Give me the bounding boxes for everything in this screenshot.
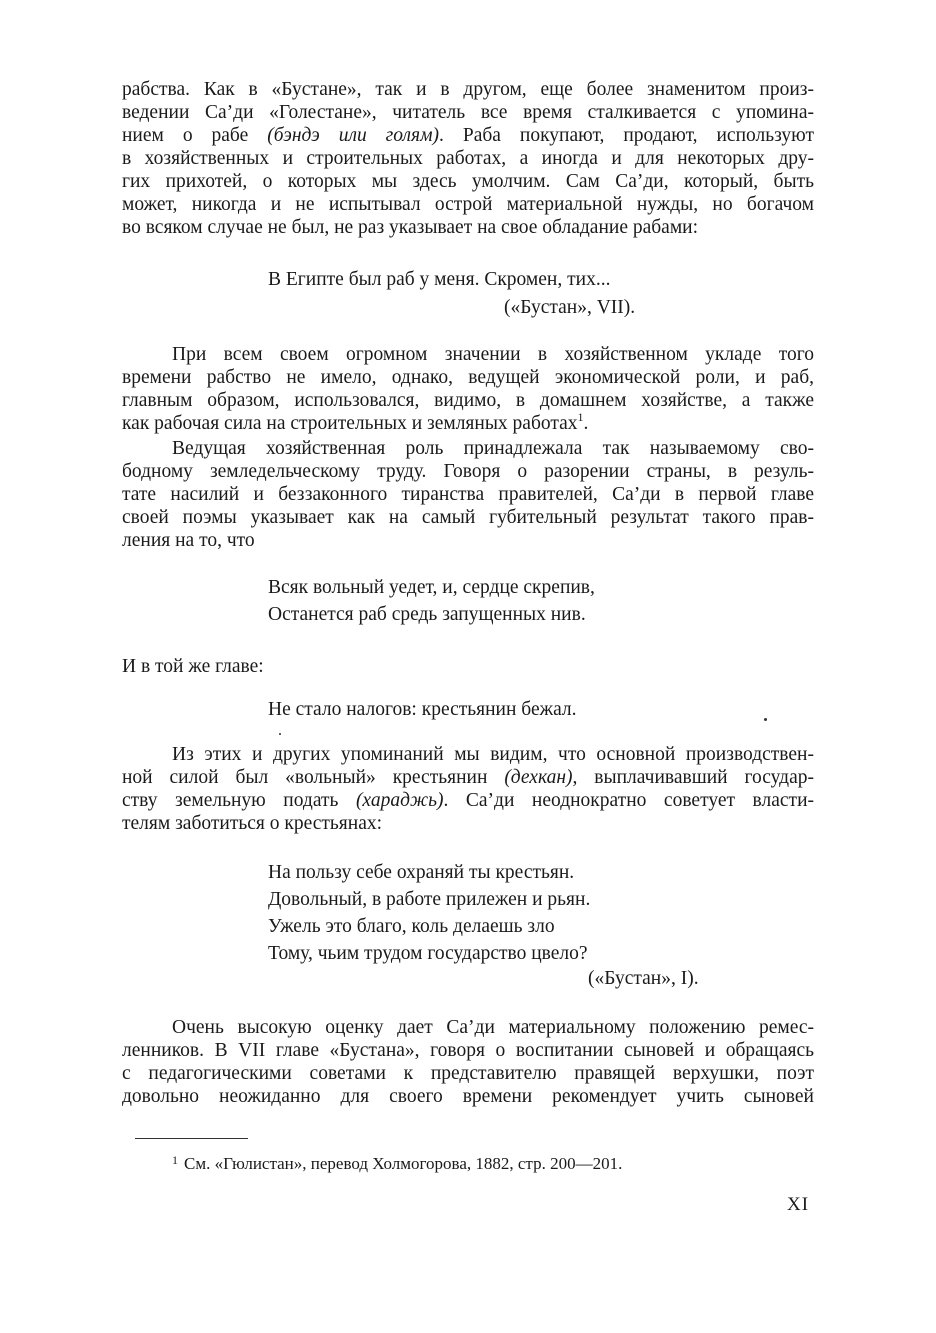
verse-line: Не стало налогов: крестьянин бежал. [268,699,577,720]
text-line: рабства. Как в «Бустане», так и в другом, еще более знаменитом произ- [122,79,814,100]
text-line: телям заботиться о крестьянах: [122,813,383,834]
text-line: ведении Са’ди «Голестане», читатель все время сталкивается с упомина- [122,102,814,123]
text-line: Из этих и других упоминаний мы видим, что основной производствен- [172,744,814,765]
text-line: довольно неожиданно для своего времени рекомендует учить сыновей [122,1086,814,1107]
verse-line: На пользу себе охраняй ты крестьян. [268,862,575,883]
text-line: гих прихотей, о которых мы здесь умолчим. Сам Са’ди, который, быть [122,171,814,192]
paragraph-artisans [122,1016,814,1108]
text-line: времени рабство не имело, однако, ведущей экономической роли, и раб, [122,367,814,388]
text-line: Очень высокую оценку дает Са’ди материальному положению ремес- [172,1017,814,1038]
verse-line: Ужель это благо, коль делаешь зло [268,916,555,937]
text-line: в хозяйственных и строительных работах, а иногда и для некоторых дру- [122,148,814,169]
footnote-number: 1 [172,1153,178,1167]
paragraph-slavery-intro [122,78,814,239]
text-line: как рабочая сила на строительных и земляных работах$^1$. [122,410,589,434]
text-line: во всяком случае не был, не раз указывает на свое обладание рабами: [122,217,699,238]
text-line: ления на то, что [122,530,255,551]
transition-line [122,655,814,678]
footnote-marker: 1 [577,410,584,424]
text-line: тате насилий и беззаконного тиранства правителей, Са’ди в первой главе [122,484,814,505]
footnote [172,1153,622,1174]
paragraph-slavery-role [122,343,814,435]
text-line: Ведущая хозяйственная роль принадлежала так называемому сво- [172,438,814,459]
verse-line: В Египте был раб у меня. Скромен, тих... [268,269,611,290]
italic-term: (дехкан) [504,767,573,788]
verse-quote-3 [268,696,738,723]
text-line: При всем своем огромном значении в хозяйственном укладе того [172,344,814,365]
text-line: главным образом, использовался, видимо, в домашнем хозяйстве, а также [122,390,814,411]
text-line: с педагогическими советами к представителю правящей верхушки, поэт [122,1063,814,1084]
verse-quote-1 [268,266,738,293]
footnote-text: См. «Гюлистан», перевод Холмогорова, 1882, стр. 200—201. [184,1154,623,1173]
text-line: ленников. В VII главе «Бустана», говоря о воспитании сыновей и обращаясь [122,1040,814,1061]
verse-line: Довольный, в работе прилежен и рьян. [268,889,591,910]
verse-line: Останется раб средь запущенных нив. [268,604,586,625]
page-number: XI [787,1194,810,1215]
scan-speck [279,733,281,735]
verse-line: Всяк вольный уедет, и, сердце скрепив, [268,577,595,598]
text-line: своей поэмы указывает как на самый губительный результат такого прав- [122,507,814,528]
paragraph-free-labor [122,437,814,552]
text-line: может, никогда и не испытывал острой материальной нужды, но богачом [122,194,814,215]
footnote-separator [135,1138,248,1139]
verse-source-1: («Бустан», VII). [504,297,636,318]
text-line: бодному земледельческому труду. Говоря о разорении страны, в резуль- [122,461,814,482]
paragraph-peasants [122,743,814,835]
italic-term: (бэндэ или голям) [267,125,440,146]
italic-term: (хараджь) [355,790,444,811]
verse-quote-4 [268,859,738,967]
verse-source-4: («Бустан», I). [588,968,699,989]
text-line: ной силой был «вольный» крестьянин (дехкан), выплачивавший государ- [122,767,814,788]
text-line: нием о рабе (бэндэ или голям). Раба покупают, продают, используют [122,125,815,146]
verse-quote-2 [268,574,738,628]
text-line: И в той же главе: [122,656,264,677]
verse-line: Тому, чьим трудом государство цвело? [268,943,588,964]
text-line: ству земельную подать (хараджь). Са’ди неоднократно советует власти- [122,790,814,811]
scan-speck [764,718,767,721]
